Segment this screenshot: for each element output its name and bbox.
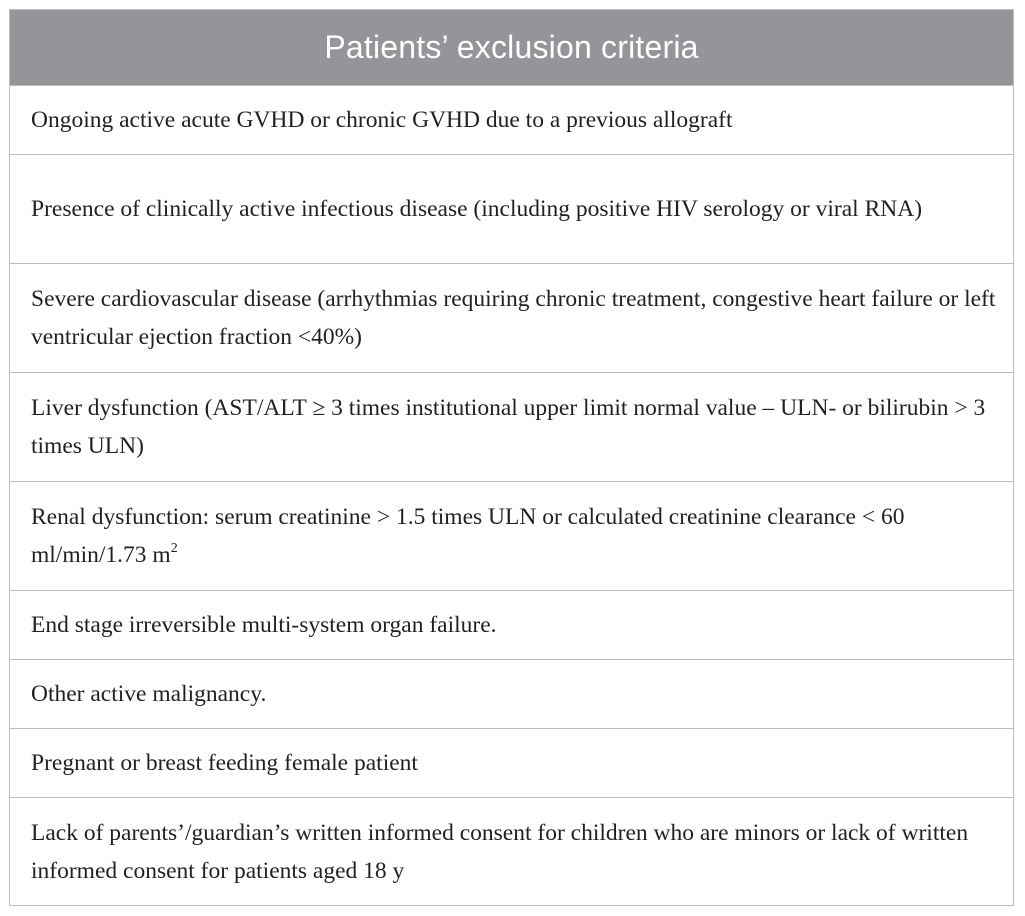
criterion-text: Liver dysfunction (AST/ALT ≥ 3 times institutional upper limit normal value – ULN- or bilirubin > 3 times ULN): [31, 395, 986, 459]
table-header: [10, 10, 1013, 85]
criterion-text: Severe cardiovascular disease (arrhythmias requiring chronic treatment, congestive heart failure or left ventricular ejection fraction <40%): [31, 286, 996, 350]
criterion-text-main: Renal dysfunction: serum creatinine > 1.5 times ULN or calculated creatinine clearance < 60 ml/min/1.73 m: [31, 504, 905, 568]
table-row: [10, 372, 1013, 481]
criterion-text: Presence of clinically active infectious disease (including positive HIV serology or viral RNA): [31, 196, 923, 222]
criterion-text: End stage irreversible multi-system organ failure.: [31, 612, 497, 638]
criterion-text: Lack of parents’/guardian’s written informed consent for children who are minors or lack of written informed consent for patients aged 18 y: [31, 819, 969, 884]
table-row: [10, 263, 1013, 372]
criterion-text: Ongoing active acute GVHD or chronic GVHD due to a previous allograft: [31, 107, 733, 133]
criterion-text: Other active malignancy.: [31, 681, 267, 707]
criterion-text: Pregnant or breast feeding female patient: [31, 750, 418, 776]
table-row: [10, 659, 1013, 728]
table-row: [10, 85, 1013, 154]
superscript-exponent: 2: [170, 541, 178, 556]
table-row: [10, 728, 1013, 797]
table-row: [10, 590, 1013, 659]
criterion-text: [31, 498, 999, 574]
table-title: Patients’ exclusion criteria: [324, 29, 699, 65]
table-row: [10, 797, 1013, 905]
table-row: [10, 481, 1013, 590]
table-row: [10, 154, 1013, 263]
exclusion-criteria-table: [9, 9, 1014, 906]
